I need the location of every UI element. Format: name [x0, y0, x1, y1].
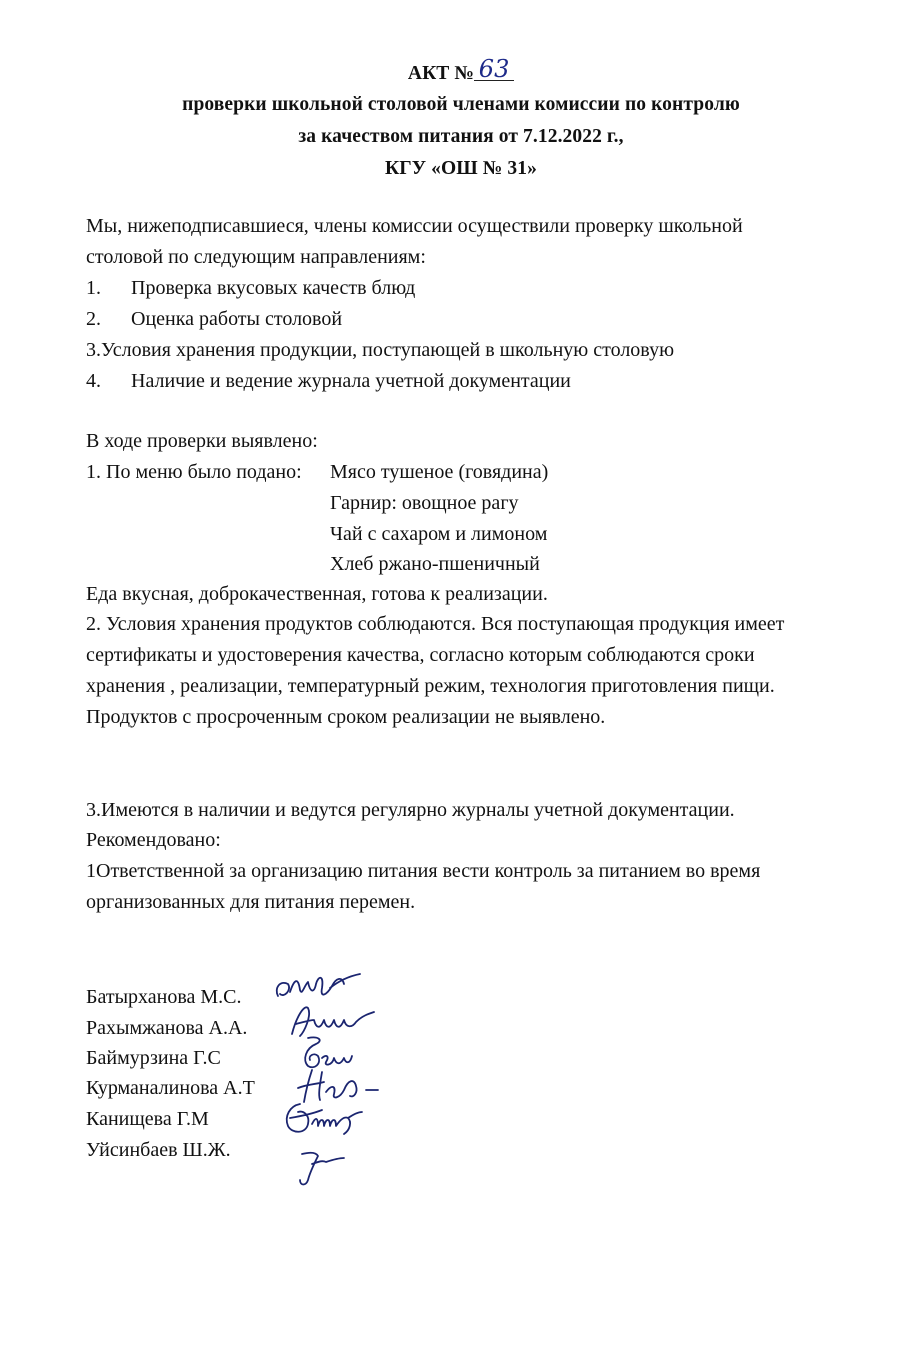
direction-number-4: 4. — [86, 370, 101, 392]
menu-item-1: Мясо тушеное (говядина) — [330, 461, 549, 483]
signatory-name-2: Рахымжанова А.А. — [86, 1017, 248, 1039]
act-title-prefix: АКТ № — [407, 63, 475, 84]
act-subtitle-line-1: проверки школьной столовой членами комиссии по контролю — [182, 94, 740, 115]
recommendation-line-1: 1Ответственной за организацию питания вести контроль за питанием во время — [86, 860, 761, 882]
signature-6 — [286, 1142, 386, 1188]
act-subtitle-line-2: за качеством питания от 7.12.2022 г., — [298, 126, 624, 147]
food-quality-text: Еда вкусная, доброкачественная, готова к реализации. — [86, 583, 548, 605]
direction-number-1: 1. — [86, 277, 101, 299]
signatory-name-6: Уйсинбаев Ш.Ж. — [86, 1139, 231, 1161]
intro-line-2: столовой по следующим направлениям: — [86, 246, 426, 268]
signatory-name-1: Батырханова М.С. — [86, 986, 242, 1008]
recommendation-line-2: организованных для питания перемен. — [86, 891, 416, 913]
storage-line-4: Продуктов с просроченным сроком реализации не выявлено. — [86, 706, 606, 728]
signature-5 — [278, 1094, 378, 1140]
act-number-handwritten: 63 — [474, 58, 514, 81]
signatory-name-4: Курманалинова А.Т — [86, 1077, 255, 1099]
intro-line-1: Мы, нижеподписавшиеся, члены комиссии осуществили проверку школьной — [86, 215, 743, 237]
direction-item-4: Наличие и ведение журнала учетной документации — [131, 370, 571, 392]
signatory-name-5: Канищева Г.М — [86, 1108, 209, 1130]
storage-line-2: сертификаты и удостоверения качества, согласно которым соблюдаются сроки — [86, 644, 755, 666]
direction-item-1: Проверка вкусовых качеств блюд — [131, 277, 416, 299]
act-title — [0, 55, 922, 85]
direction-number-2: 2. — [86, 308, 101, 330]
menu-label: 1. По меню было подано: — [86, 461, 302, 483]
menu-item-2: Гарнир: овощное рагу — [330, 492, 519, 514]
school-name: КГУ «ОШ № 31» — [385, 158, 537, 179]
signatory-name-3: Баймурзина Г.С — [86, 1047, 221, 1069]
menu-item-3: Чай с сахаром и лимоном — [330, 523, 548, 545]
findings-heading: В ходе проверки выявлено: — [86, 430, 318, 452]
menu-item-4: Хлеб ржано-пшеничный — [330, 553, 540, 575]
storage-line-3: хранения , реализации, температурный режим, технология приготовления пищи. — [86, 675, 775, 697]
recommendations-heading: Рекомендовано: — [86, 829, 221, 851]
direction-item-2: Оценка работы столовой — [131, 308, 343, 330]
direction-item-3: 3.Условия хранения продукции, поступающей в школьную столовую — [86, 339, 675, 361]
journals-text: 3.Имеются в наличии и ведутся регулярно журналы учетной документации. — [86, 799, 735, 821]
storage-line-1: 2. Условия хранения продуктов соблюдаются. Вся поступающая продукция имеет — [86, 613, 785, 635]
